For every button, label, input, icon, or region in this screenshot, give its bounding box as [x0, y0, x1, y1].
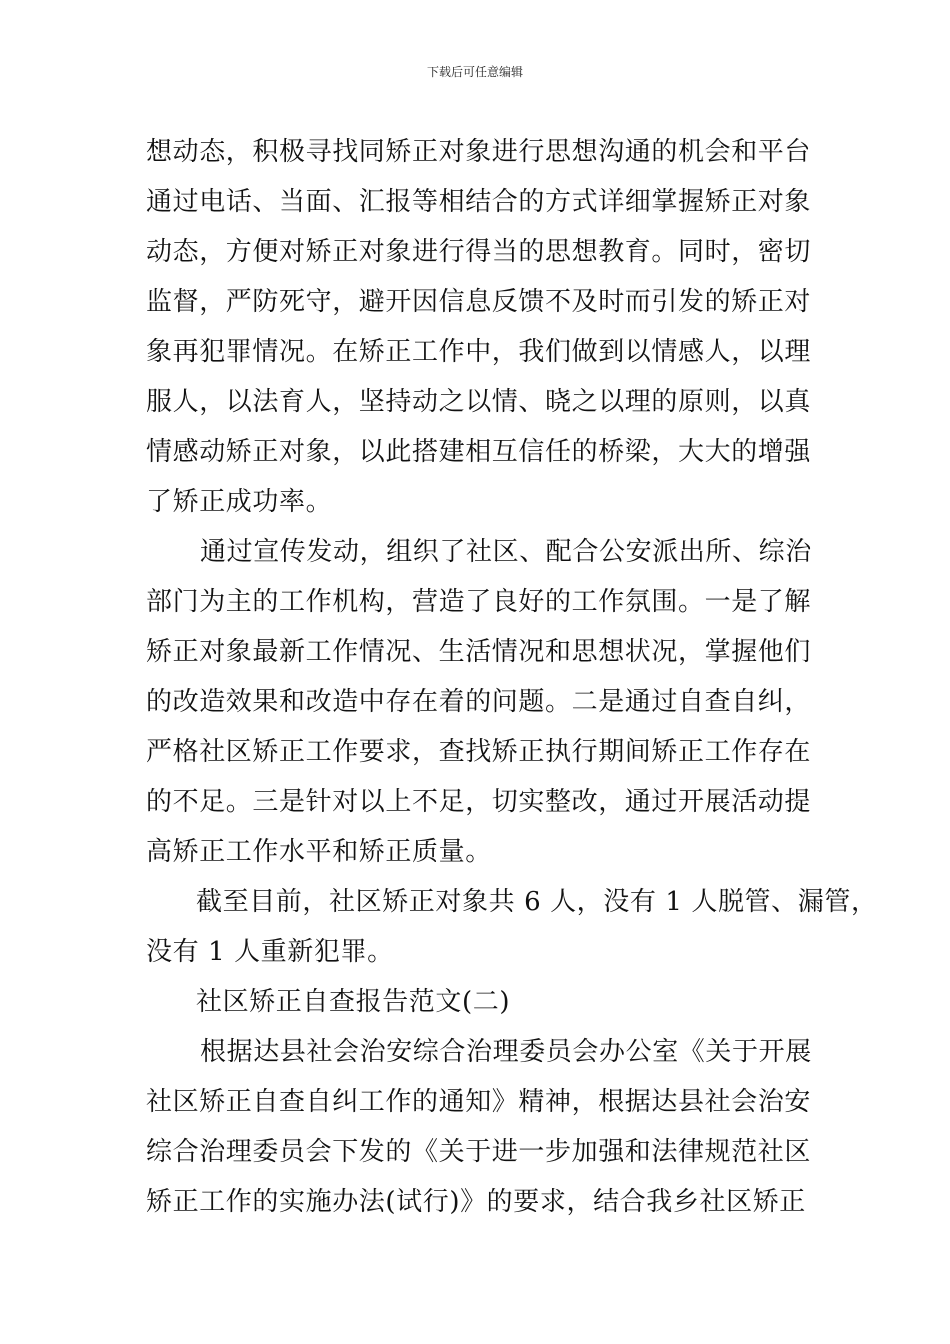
text-line: 象再犯罪情况。在矫正工作中，我们做到以情感人，以理 [146, 337, 812, 367]
text-line: 没有 1 人重新犯罪。 [146, 937, 394, 967]
text-line: 的改造效果和改造中存在着的问题。二是通过自查自纠， [146, 687, 812, 717]
text-line: 想动态，积极寻找同矫正对象进行思想沟通的机会和平台 [146, 137, 812, 167]
document-body [146, 127, 878, 1227]
text-line: 矫正工作的实施办法(试行)》的要求，结合我乡社区矫正 [146, 1187, 806, 1217]
text-line: 的不足。三是针对以上不足，切实整改，通过开展活动提 [146, 787, 812, 817]
section-heading: 社区矫正自查报告范文(二) [196, 987, 511, 1017]
text-line: 社区矫正自查自纠工作的通知》精神，根据达县社会治安 [146, 1087, 812, 1117]
text-line: 部门为主的工作机构，营造了良好的工作氛围。一是了解 [146, 587, 812, 617]
text-line: 矫正对象最新工作情况、生活情况和思想状况，掌握他们 [146, 637, 812, 667]
paragraph-start-line: 通过宣传发动，组织了社区、配合公安派出所、综治 [200, 537, 812, 567]
text-line: 情感动矫正对象，以此搭建相互信任的桥梁，大大的增强 [146, 437, 812, 467]
paragraph-start-line: 根据达县社会治安综合治理委员会办公室《关于开展 [200, 1037, 812, 1067]
text-line: 严格社区矫正工作要求，查找矫正执行期间矫正工作存在 [146, 737, 812, 767]
text-line: 服人，以法育人，坚持动之以情、晓之以理的原则，以真 [146, 387, 812, 417]
text-line: 了矫正成功率。 [146, 487, 333, 517]
text-line: 高矫正工作水平和矫正质量。 [146, 837, 492, 867]
text-line: 综合治理委员会下发的《关于进一步加强和法律规范社区 [146, 1137, 812, 1167]
text-line: 通过电话、当面、汇报等相结合的方式详细掌握矫正对象 [146, 187, 812, 217]
page-header-note: 下载后可任意编辑 [426, 65, 523, 79]
text-line: 监督，严防死守，避开因信息反馈不及时而引发的矫正对 [146, 287, 812, 317]
paragraph-start-line: 截至目前，社区矫正对象共 6 人，没有 1 人脱管、漏管， [196, 887, 878, 917]
text-line: 动态，方便对矫正对象进行得当的思想教育。同时，密切 [146, 237, 812, 267]
